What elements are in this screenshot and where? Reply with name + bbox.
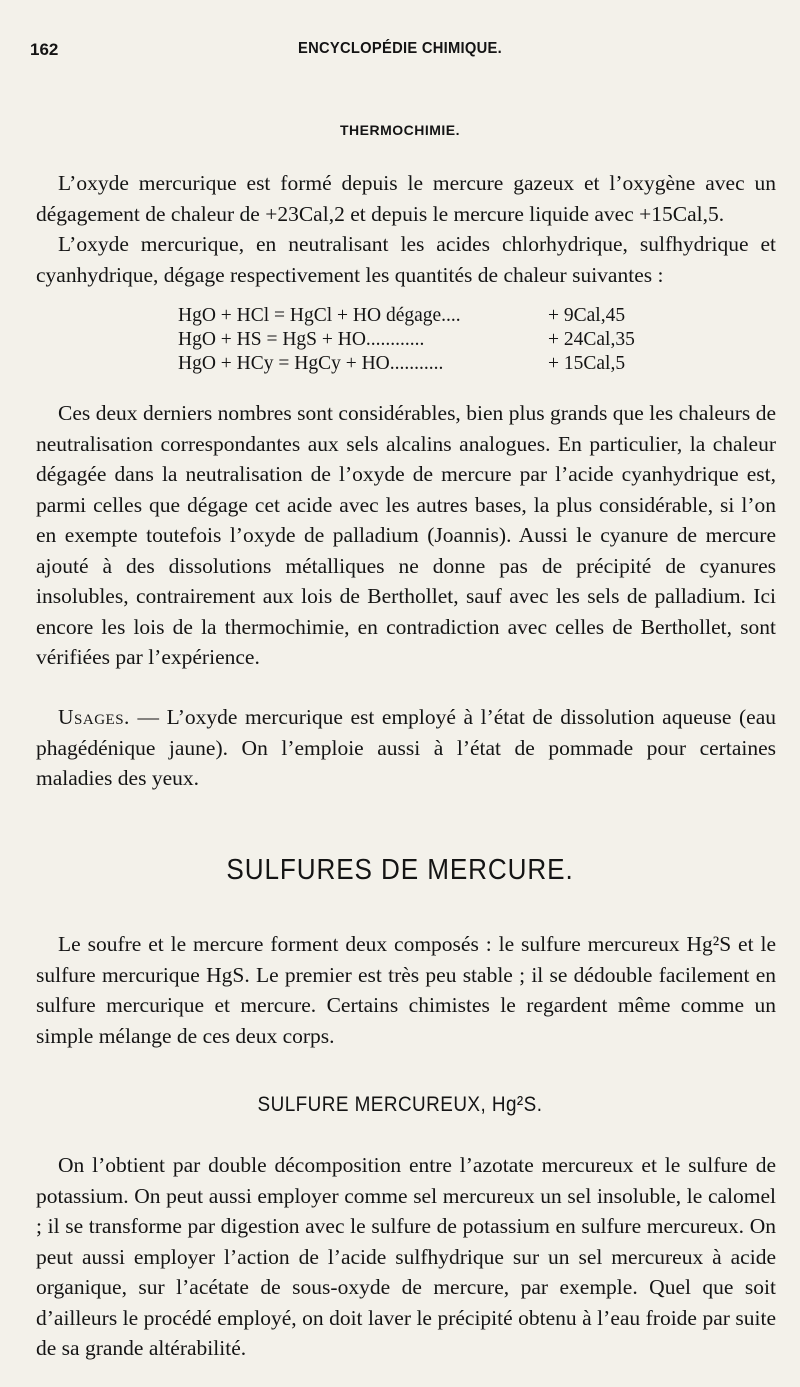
page-header xyxy=(30,40,770,70)
section-heading-sulfure-mercureux: SULFURE MERCUREUX, Hg²S. xyxy=(257,1093,543,1116)
equation-rhs: + 15Cal,5 xyxy=(548,353,626,374)
equation-row xyxy=(178,352,658,376)
equation-row xyxy=(178,328,658,352)
page-number: 162 xyxy=(30,40,59,59)
equation-lhs: HgO + HS = HgS + HO............ xyxy=(178,329,425,350)
section-subheading-thermochimie: THERMOCHIMIE. xyxy=(339,122,461,138)
section-heading-sulfures: SULFURES DE MERCURE. xyxy=(226,854,574,886)
paragraph-sulfures-intro: Le soufre et le mercure forment deux composés : le sulfure mercureux Hg²S et le sulfure mercurique HgS. Le premier est très peu stable ; il se dédouble facilement en sulfure mercurique et mercure. Certains chimistes le regardent même comme un simple mélange de ces deux corps. xyxy=(36,932,776,1048)
equation-block xyxy=(178,304,658,376)
equation-rhs: + 24Cal,35 xyxy=(548,329,635,350)
paragraph-neutralisation: L’oxyde mercurique, en neutralisant les acides chlorhydrique, sulfhydrique et cyanhydrique, dégage respectivement les quantités de chaleur suivantes : xyxy=(36,232,776,287)
paragraph-sulfure-mercureux: On l’obtient par double décomposition entre l’azotate mercureux et le sulfure de potassium. On peut aussi employer comme sel mercureux un sel insoluble, le calomel ; il se transforme par digestion avec le sulfure de potassium en sulfure mercureux. On peut aussi employer l’action de l’acide sulfhydrique sur un sel mercureux à acide organique, sur l’acétate de sous-oxyde de mercure, par exemple. Quel que soit d’ailleurs le procédé employé, on doit laver le précipité obtenu à l’eau froide par suite de sa grande altérabilité. xyxy=(36,1153,776,1360)
running-title: ENCYCLOPÉDIE CHIMIQUE. xyxy=(297,40,502,57)
equation-lhs: HgO + HCl = HgCl + HO dégage.... xyxy=(178,305,461,326)
paragraph-usages xyxy=(36,702,776,794)
paragraph-considerations: Ces deux derniers nombres sont considérables, bien plus grands que les chaleurs de neutralisation correspondantes aux sels alcalins analogues. En particulier, la chaleur dégagée dans la neutralisation de l’oxyde de mercure par l’acide cyanhydrique est, parmi celles que dégage cet acide avec les autres bases, la plus considérable, si l’on en exempte toutefois l’oxyde de palladium (Joannis). Aussi le cyanure de mercure ajouté à des dissolutions métalliques ne donne pas de précipité de cyanures insolubles, contrairement aux lois de Berthollet, sauf avec les sels de palladium. Ici encore les lois de la thermochimie, en contradiction avec celles de Berthollet, sont vérifiées par l’expérience. xyxy=(36,401,776,669)
usages-text: — L’oxyde mercurique est employé à l’état de dissolution aqueuse (eau phagédénique jaune). On l’emploie aussi à l’état de pommade pour certaines maladies des yeux. xyxy=(36,705,776,790)
equation-lhs: HgO + HCy = HgCy + HO........... xyxy=(178,353,444,374)
equation-row xyxy=(178,304,658,328)
paragraph-oxyde-formation: L’oxyde mercurique est formé depuis le mercure gazeux et l’oxygène avec un dégagement de chaleur de +23Cal,2 et depuis le mercure liquide avec +15Cal,5. xyxy=(36,171,776,226)
usages-label: Usages. xyxy=(58,705,130,729)
equation-rhs: + 9Cal,45 xyxy=(548,305,626,326)
